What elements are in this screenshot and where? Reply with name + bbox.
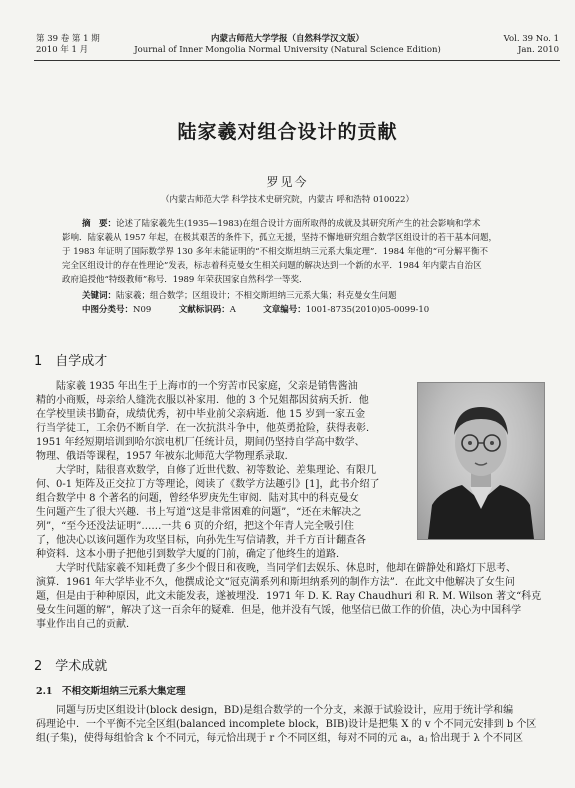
issue-date-en: Jan. 2010 bbox=[518, 45, 559, 55]
paper-title: 陆家羲对组合设计的贡献 bbox=[177, 121, 398, 143]
volume-issue: 第 39 卷 第 1 期 bbox=[36, 34, 100, 44]
body-line: 陆家羲 1935 年出生于上海市的一个穷苦市民家庭，父亲是销售酱油 bbox=[56, 381, 358, 392]
portrait-illustration bbox=[418, 383, 544, 539]
body-line: 同题与历史区组设计(block design，BD)是组合数学的一个分支，来源于试验设计，应用于统计学和编 bbox=[56, 705, 514, 716]
keywords bbox=[82, 290, 397, 302]
keywords-label: 关键词： bbox=[82, 291, 117, 301]
abstract-line: 影响．陆家羲从 1957 年起，在极其艰苦的条件下，孤立无援，坚持不懈地研究组合数学区组设计的若干基本问题， bbox=[62, 233, 498, 243]
author-affiliation: （内蒙古师范大学 科学技术史研究院，内蒙古 呼和浩特 010022） bbox=[160, 195, 415, 205]
body-line: 何、0-1 矩阵及正交拉丁方等理论，阅读了《数学方法趣引》[1]，此书介绍了 bbox=[36, 479, 380, 490]
abstract bbox=[62, 217, 517, 287]
journal-volume-info-en bbox=[455, 34, 559, 56]
body-line: 列”，“至今还没法证明”……一共 6 页的介绍，把这个年青人完全吸引住 bbox=[36, 521, 355, 532]
clc-number: N09 bbox=[133, 305, 152, 315]
section-heading: 2 学术成就 bbox=[34, 659, 108, 674]
article-number: 1001-8735(2010)05-0099-10 bbox=[305, 305, 430, 315]
journal-volume-info bbox=[36, 34, 100, 56]
body-line: 码理论中．一个平衡不完全区组(balanced incomplete block，BIB)设计是把集 X 的 v 个不同元安排到 b 个区 bbox=[36, 719, 537, 730]
journal-name bbox=[120, 34, 455, 56]
body-line: 行当学徒工，工余仍不断自学．在一次抗洪斗争中，他英勇抢险，获得表彰． bbox=[36, 423, 376, 434]
abstract-line: 完全区组设计的存在性理论”发表，标志着科克曼女生相关问题的解决达到一个新的水平．1984 年内蒙古自治区 bbox=[62, 261, 482, 271]
body-line: 1951 年经短期培训到哈尔滨电机厂任统计员，期间仍坚持自学高中数学、 bbox=[36, 437, 365, 448]
abstract-line: 于 1983 年证明了国际数学界 130 多年未能证明的“不相交斯坦纳三元系大集定理”．1984 年他的“可分解平衡不 bbox=[62, 247, 489, 257]
abstract-line: 摘 要：论述了陆家羲先生(1935—1983)在组合设计方面所取得的成就及其研究所产生的社会影响和学术 bbox=[82, 219, 481, 229]
journal-name-en: Journal of Inner Mongolia Normal University (Natural Science Edition) bbox=[134, 45, 441, 55]
abstract-line: 政府追授他“特级教师”称号．1989 年荣获国家自然科学一等奖． bbox=[62, 275, 308, 285]
body-line: 题，但是由于种种原因，此文未能发表，遂被埋没．1971 年 D. K. Ray Chaudhuri 和 R. M. Wilson 著文“科克 bbox=[36, 591, 542, 602]
body-line: 物理、俄语等课程，1957 年被东北师范大学物理系录取． bbox=[36, 451, 295, 462]
body-line: 了，他决心以该问题作为攻坚目标，向孙先生写信请教，并千方百计翻查各 bbox=[36, 535, 366, 546]
abstract-label: 摘 要： bbox=[82, 219, 117, 229]
body-line: 大学时代陆家羲不知耗费了多少个假日和夜晚，当同学们去娱乐、休息时，他却在僻静处和路灯下思考、 bbox=[56, 563, 516, 574]
header-rule bbox=[34, 60, 560, 61]
body-line: 生问题产生了很大兴趣．书上写道“这是非常困难的问题”，“还在未解决之 bbox=[36, 507, 362, 518]
body-line: 在学校里读书勤奋，成绩优秀，初中毕业前父亲病逝．他 15 岁到一家五金 bbox=[36, 409, 366, 420]
portrait-photo bbox=[417, 382, 545, 540]
section-heading: 1 自学成才 bbox=[34, 354, 108, 369]
classification-info: 中图分类号：N09 文献标识码：A 文章编号：1001-8735(2010)05-0099-10 bbox=[82, 305, 430, 315]
body-line: 大学时，陆很喜欢数学，自修了近世代数、初等数论、差集理论、有限几 bbox=[56, 465, 376, 476]
subsection-heading: 2.1 不相交斯坦纳三元系大集定理 bbox=[36, 686, 186, 697]
body-line: 组合数学中 8 个著名的问题，曾经华罗庚先生审阅．陆对其中的科克曼女 bbox=[36, 493, 359, 504]
body-line: 事业作出自己的贡献． bbox=[36, 619, 136, 630]
body-line: 种资料．这本小册子把他引到数学大厦的门前，确定了他终生的道路． bbox=[36, 549, 346, 560]
journal-name-cn: 内蒙古师范大学学报（自然科学汉文版） bbox=[210, 34, 364, 44]
body-line: 曼女生问题的解”，解决了这一百余年的疑难．但是，他并没有气馁，他坚信已做工作的价值，决心为中国科学 bbox=[36, 605, 522, 616]
keywords-text: 陆家羲；组合数学；区组设计；不相交斯坦纳三元系大集；科克曼女生问题 bbox=[116, 291, 397, 301]
body-line: 组(子集)，使得每组恰含 k 个不同元，每元恰出现于 r 个不同区组，每对不同的元 aᵢ，aⱼ 恰出现于 λ 个不同区 bbox=[36, 733, 523, 744]
body-line: 精的小商贩，母亲给人缝洗衣服以补家用．他的 3 个兄姐都因贫病夭折．他 bbox=[36, 395, 369, 406]
author-name: 罗见今 bbox=[266, 175, 309, 189]
body-line: 演算．1961 年大学毕业不久，他撰成论文“冠克満系列和斯坦纳系列的制作方法”．在此文中他解决了女生问 bbox=[36, 577, 515, 588]
volume-issue-en: Vol. 39 No. 1 bbox=[503, 34, 559, 44]
issue-date: 2010 年 1 月 bbox=[36, 45, 89, 55]
document-code: A bbox=[229, 305, 236, 315]
